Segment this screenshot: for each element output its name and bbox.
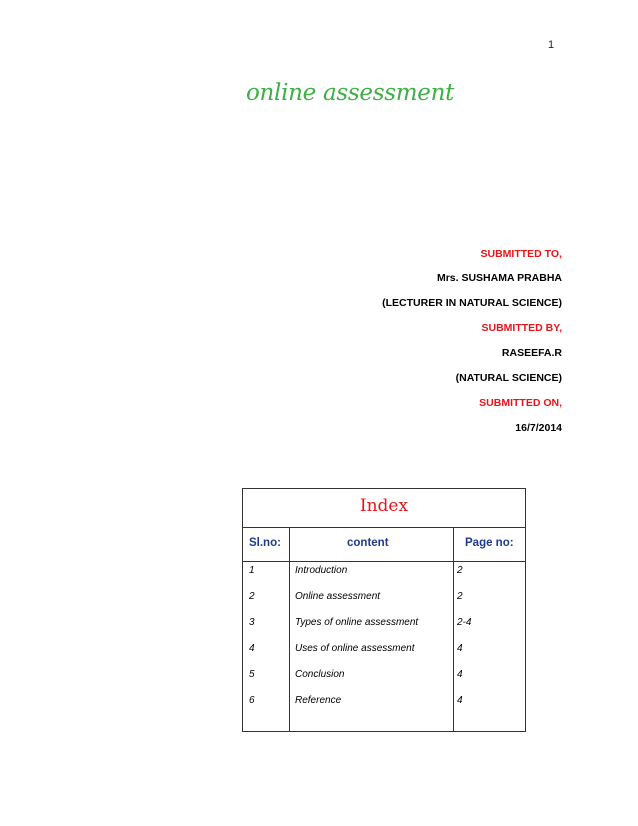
index-title-row xyxy=(243,489,525,528)
submitted-by-label: SUBMITTED BY, xyxy=(481,322,562,334)
teacher-name: Mrs. SUSHAMA PRABHA xyxy=(436,272,562,284)
row-slno: 5 xyxy=(249,669,255,680)
row-slno: 4 xyxy=(249,643,255,654)
column-divider xyxy=(453,527,454,731)
teacher-designation: (LECTURER IN NATURAL SCIENCE) xyxy=(382,297,562,309)
row-slno: 3 xyxy=(249,617,255,628)
row-content: Conclusion xyxy=(295,669,345,680)
row-content: Introduction xyxy=(295,565,348,576)
student-department: (NATURAL SCIENCE) xyxy=(455,372,562,384)
row-page: 2 xyxy=(457,565,463,576)
row-page: 4 xyxy=(457,669,463,680)
row-slno: 6 xyxy=(249,695,255,706)
header-content: content xyxy=(347,537,389,549)
row-page: 2-4 xyxy=(457,617,472,628)
row-page: 4 xyxy=(457,643,463,654)
row-content: Types of online assessment xyxy=(295,617,419,628)
row-content: Uses of online assessment xyxy=(295,643,415,654)
column-divider xyxy=(289,527,290,731)
header-slno: Sl.no: xyxy=(249,537,281,549)
submission-date: 16/7/2014 xyxy=(515,422,562,434)
header-page-no: Page no: xyxy=(465,537,514,549)
row-page: 4 xyxy=(457,695,463,706)
row-slno: 1 xyxy=(249,565,255,576)
document-title: online assessment xyxy=(246,80,455,106)
row-slno: 2 xyxy=(249,591,255,602)
row-page: 2 xyxy=(457,591,463,602)
row-content: Online assessment xyxy=(295,591,381,602)
submitted-on-label: SUBMITTED ON, xyxy=(479,397,562,409)
index-table xyxy=(242,488,526,732)
index-title: Index xyxy=(359,496,409,516)
page-number: 1 xyxy=(548,39,555,51)
submitted-to-label: SUBMITTED TO, xyxy=(480,248,562,260)
row-content: Reference xyxy=(295,695,342,706)
student-name: RASEEFA.R xyxy=(501,347,562,359)
